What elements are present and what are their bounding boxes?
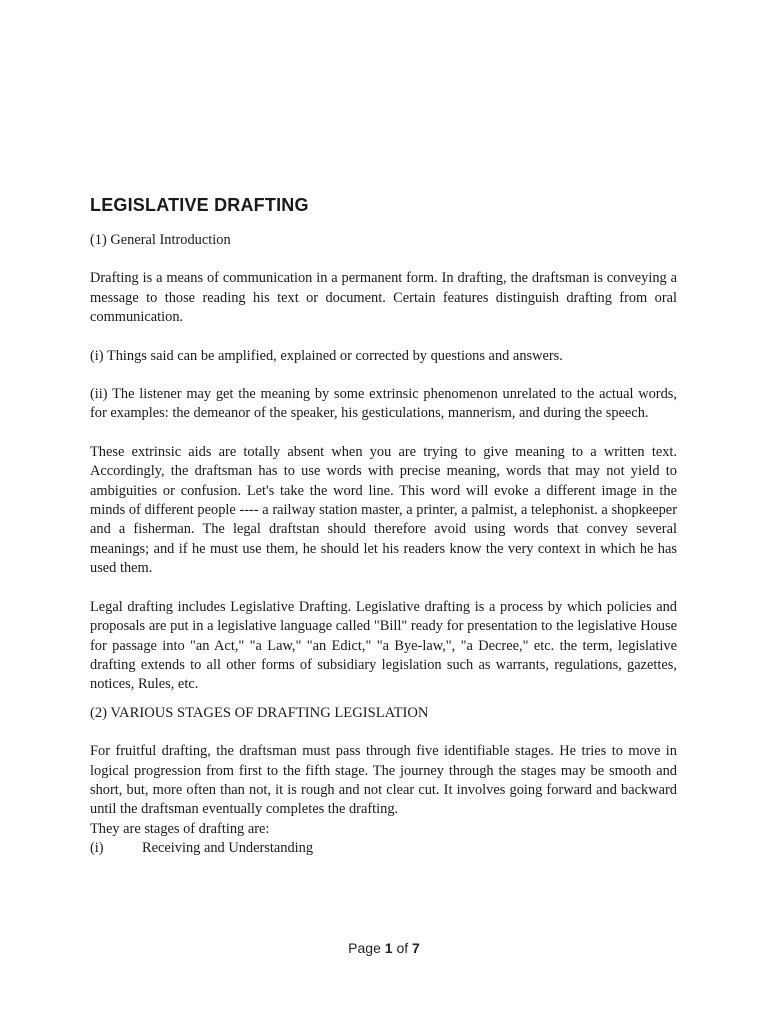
of-word: of	[396, 940, 409, 956]
section-1-heading: (1) General Introduction	[90, 232, 231, 248]
paragraph-3: (ii) The listener may get the meaning by some extrinsic phenomenon unrelated to the actual words, for examples: the demeanor of the speaker, his gesticulations, mannerism, and during the speech.	[90, 386, 677, 422]
paragraph-1: Drafting is a means of communication in a permanent form. In drafting, the draftsman is conveying a message to those reading his text or document. Certain features distinguish drafting from oral communication.	[90, 270, 677, 326]
page-indicator	[0, 940, 768, 956]
page-word: Page	[348, 940, 381, 956]
section-2-heading: (2) VARIOUS STAGES OF DRAFTING LEGISLATION	[90, 704, 429, 721]
list-item	[90, 839, 677, 858]
stages-intro: They are stages of drafting are:	[90, 820, 270, 837]
paragraph-2: (i) Things said can be amplified, explained or corrected by questions and answers.	[90, 347, 563, 364]
list-item-number: (i)	[90, 840, 104, 857]
document-body	[90, 194, 677, 859]
total-pages-number: 7	[412, 940, 420, 956]
current-page-number: 1	[384, 940, 393, 956]
paragraph-5: Legal drafting includes Legislative Drafting. Legislative drafting is a process by which policies and proposals are put in a legislative language called "Bill" ready for presentation to the legislative House for passage into "an Act," "a Law," "an Edict," "a Bye-law,", "a Decree," etc. the term, legislative drafting extends to all other forms of subsidiary legislation such as warrants, regulations, gazettes, notices, Rules, etc.	[90, 598, 677, 693]
document-title: LEGISLATIVE DRAFTING	[90, 195, 309, 215]
section-2-paragraph: For fruitful drafting, the draftsman must pass through five identifiable stages. He tries to move in logical progression from first to the fifth stage. The journey through the stages may be smooth and short, but, more often than not, it is rough and not clear cut. It involves going forward and backward until the draftsman eventually completes the drafting.	[90, 743, 677, 818]
list-item-label: Receiving and Understanding	[142, 840, 314, 857]
paragraph-4: These extrinsic aids are totally absent when you are trying to give meaning to a written text. Accordingly, the draftsman has to use words with precise meaning, words that may not yield to ambiguities or confusion. Let's take the word line. This word will evoke a different image in the minds of different people ---- a railway station master, a printer, a palmist, a telephonist. a shopkeeper and a fisherman. The legal draftstan should therefore avoid using words that convey several meanings; and if he must use them, he should let his readers know the very context in which he has used them.	[90, 443, 677, 577]
